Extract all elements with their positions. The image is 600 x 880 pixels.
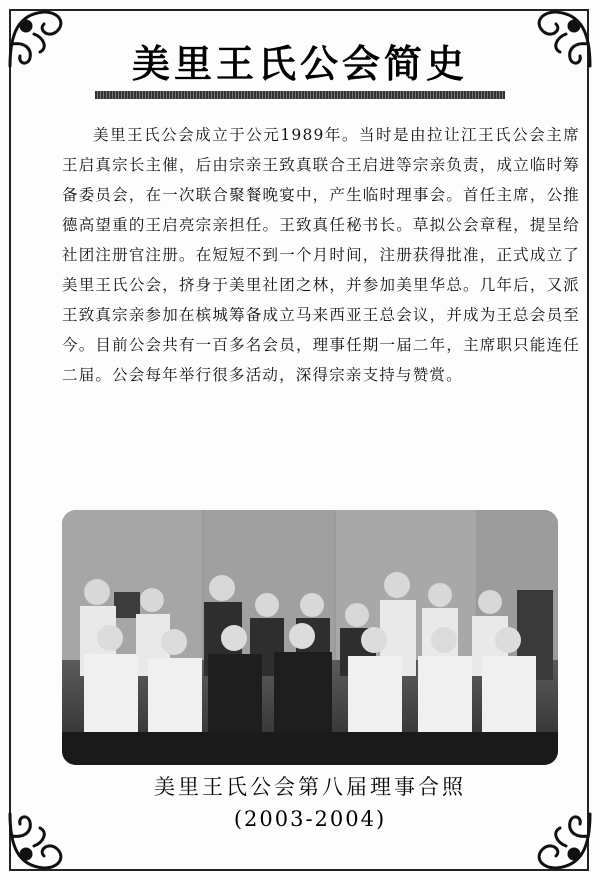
photo-caption: 美里王氏公会第八届理事合照	[154, 775, 466, 799]
corner-ornament-top-left	[4, 4, 74, 74]
title-block	[95, 40, 505, 102]
title-underline-bar	[95, 91, 505, 99]
history-paragraph: 美里王氏公会成立于公元1989年。当时是由拉让江王氏公会主席王启真宗长主催，后由宗亲王致真联合王启进等宗亲负责，成立临时筹备委员会，在一次联合聚餐晚宴中，产生临时理事会。首任主席，公推德高望重的王启亮宗亲担任。王致真任秘书长。草拟公会章程，提呈给社团注册官注册。在短短不到一个月时间，注册获得批准，正式成立了美里王氏公会，挤身于美里社团之林，并参加美里华总。几年后，又派王致真宗亲参加在槟城筹备成立马来西亚王总会议，并成为王总会员至今。目前公会共有一百多名会员，理事任期一届二年，主席职只能连任二届。公会每年举行很多活动，深得宗亲支持与赞赏。	[62, 126, 580, 384]
photo-caption-years: (2003-2004)	[233, 807, 387, 831]
group-photo	[62, 510, 558, 765]
document-title: 美里王氏公会简史	[131, 42, 468, 86]
corner-ornament-top-right	[526, 4, 596, 74]
